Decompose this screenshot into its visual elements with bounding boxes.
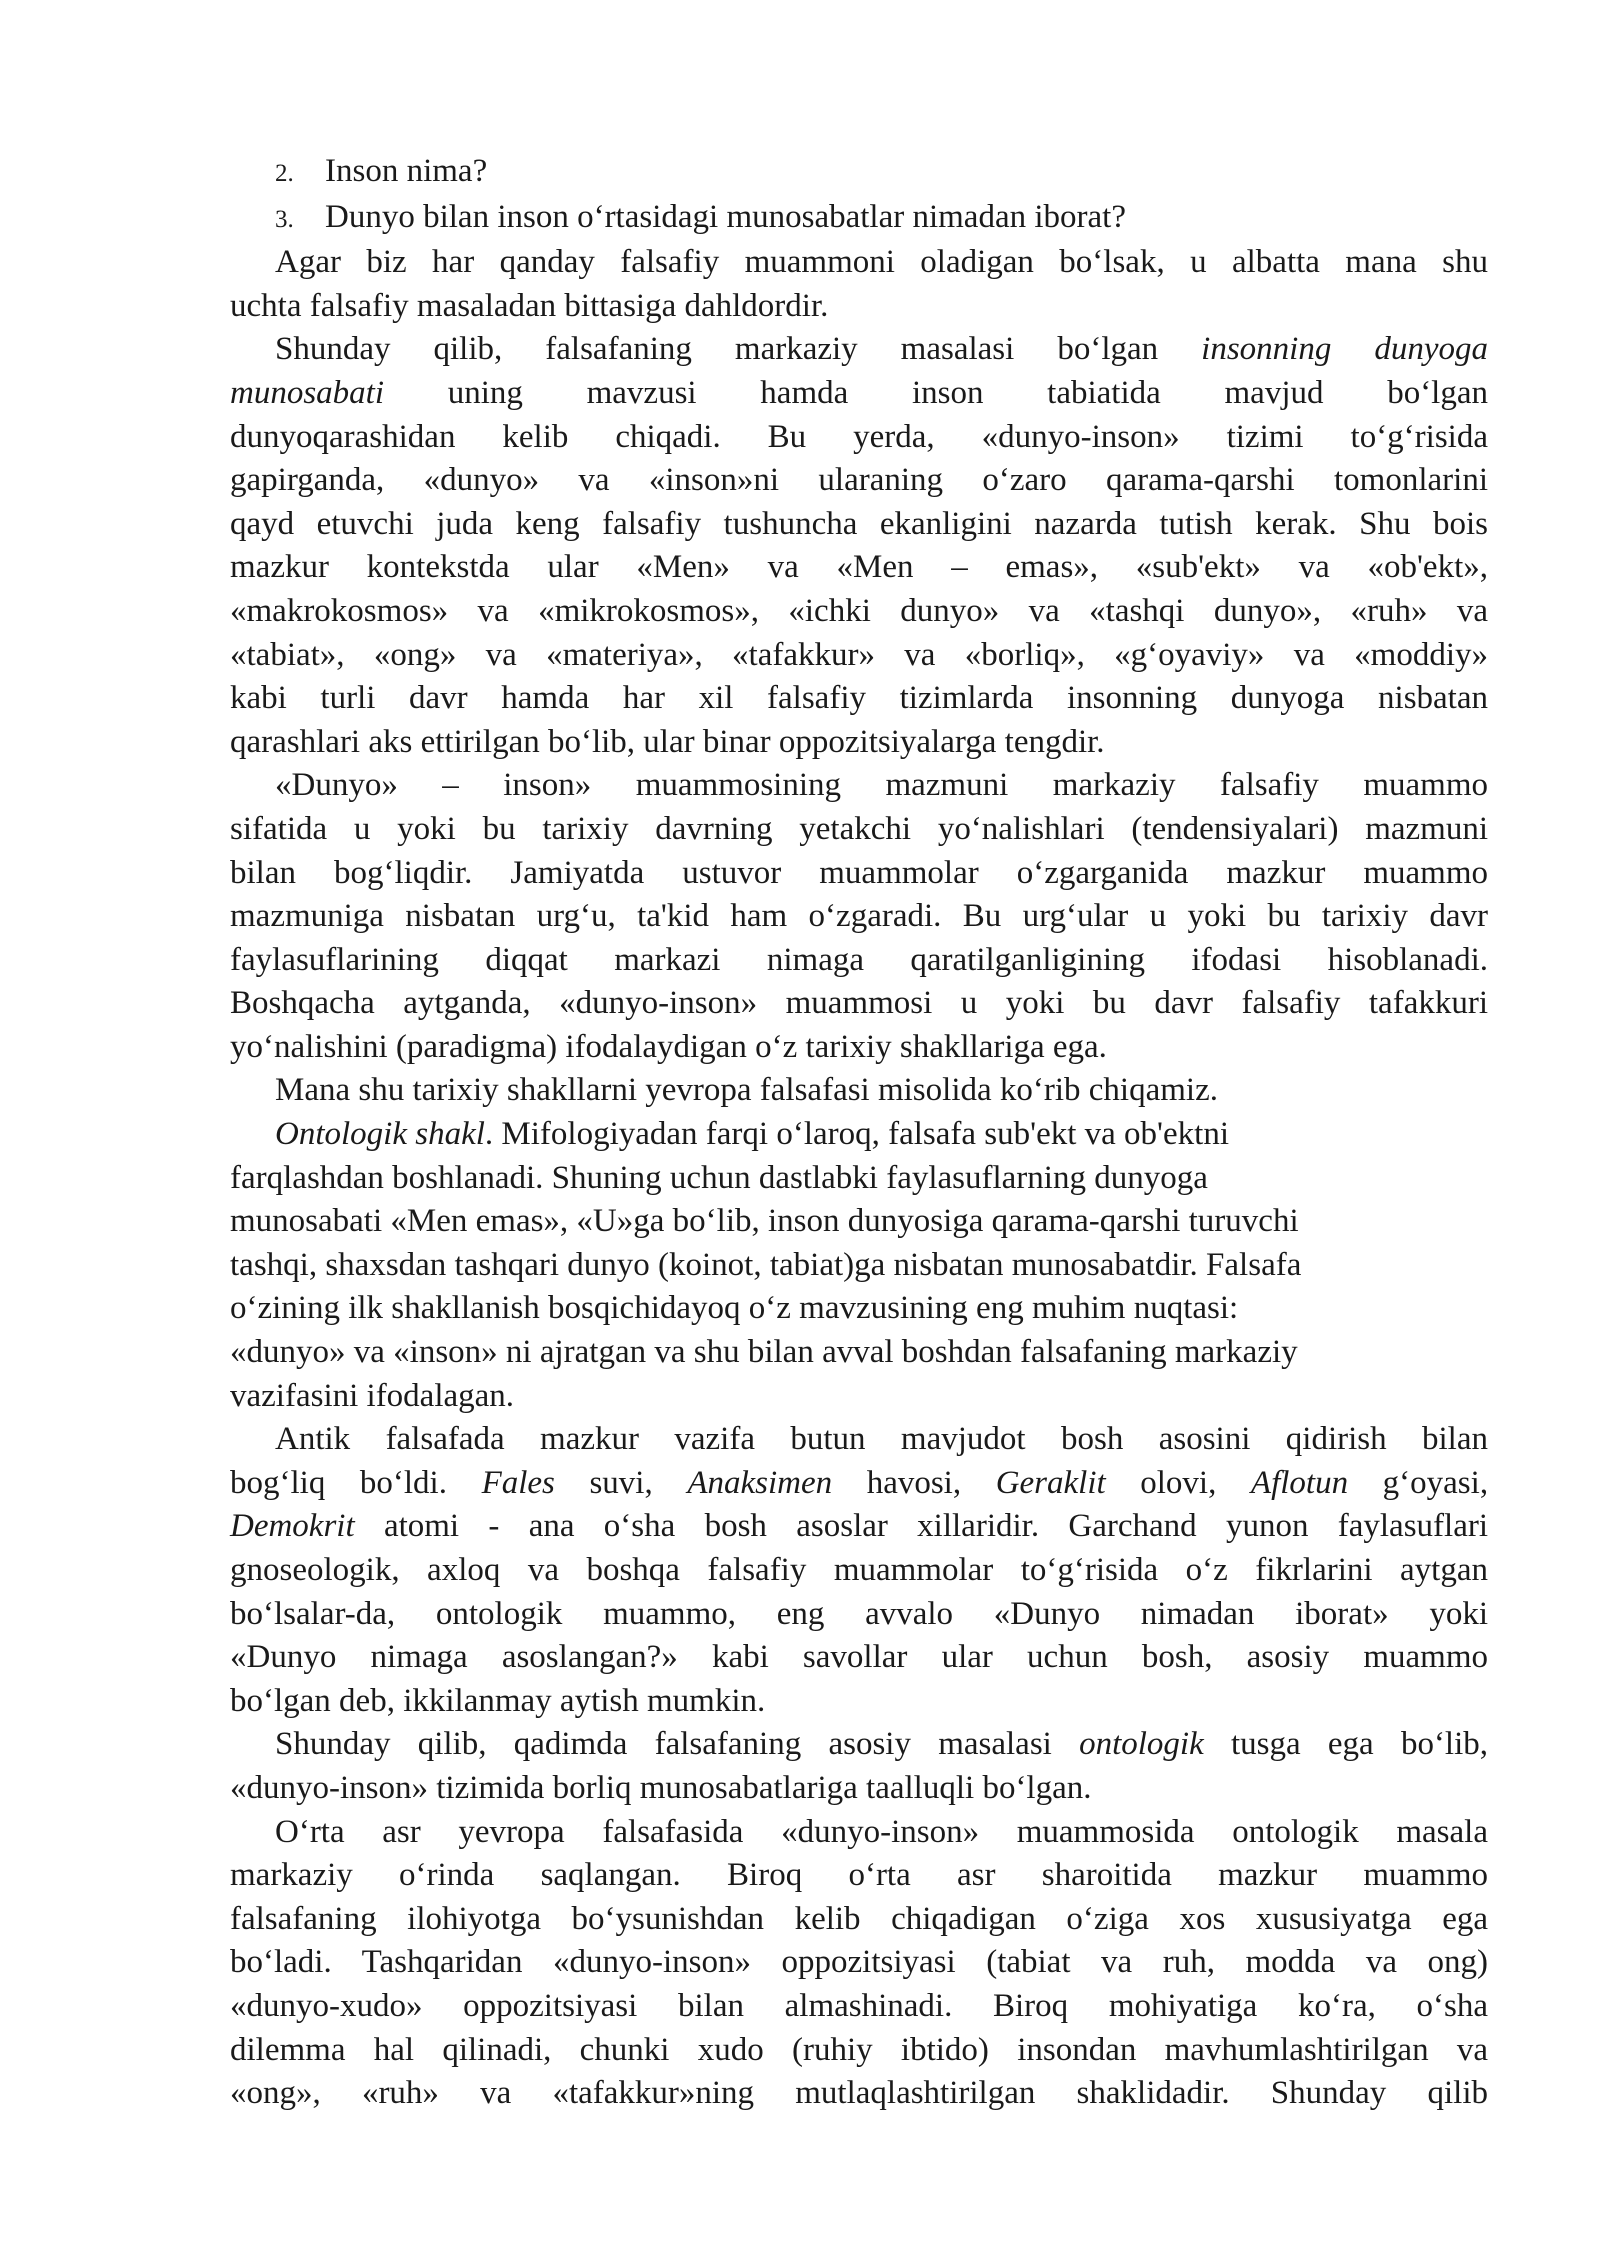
text-line: falsafaning ilohiyotga bo‘ysunishdan kelib chiqadigan o‘ziga xos xususiyatga ega: [230, 1900, 1488, 1937]
text-run: atomi - ana o‘sha bosh asoslar xillaridir. Garchand yunon faylasuflari: [383, 1508, 1489, 1545]
text-run: bog‘liq bo‘ldi.: [230, 1464, 447, 1501]
text-run: Shunday qilib, falsafaning markaziy masalasi bo‘lgan: [275, 331, 1159, 368]
text-line: Mana shu tarixiy shakllarni yevropa falsafasi misolida ko‘rib chiqamiz.: [275, 1072, 1218, 1109]
text-line: bilan bog‘liqdir. Jamiyatda ustuvor muammolar o‘zgarganida mazkur muammo: [230, 854, 1488, 891]
list-number: 2.: [275, 160, 294, 187]
text-line: «Dunyo» – inson» muammosining mazmuni markaziy falsafiy muammo: [275, 767, 1488, 804]
italic-name: Aflotun: [1250, 1464, 1349, 1501]
list-text: Inson nima?: [325, 153, 488, 189]
text-line: O‘rta asr yevropa falsafasida «dunyo-inson» muammosida ontologik masala: [275, 1813, 1488, 1850]
text-line: markaziy o‘rinda saqlangan. Biroq o‘rta asr sharoitida mazkur muammo: [230, 1857, 1488, 1894]
text-line: [230, 1462, 1488, 1506]
paragraph: [230, 1069, 1488, 1113]
text-line: [230, 1505, 1488, 1549]
italic-term: Ontologik shakl: [275, 1116, 485, 1153]
text-line: «makrokosmos» va «mikrokosmos», «ichki dunyo» va «tashqi dunyo», «ruh» va: [230, 592, 1488, 629]
text-line: dunyoqarashidan kelib chiqadi. Bu yerda, «dunyo-inson» tizimi to‘g‘risida: [230, 418, 1488, 455]
italic-term: insonning dunyoga: [1201, 331, 1488, 368]
paragraph: [230, 1723, 1488, 1810]
paragraph: [230, 241, 1488, 328]
text-line: «ong», «ruh» va «tafakkur»ning mutlaqlashtirilgan shaklidadir. Shunday qilib: [230, 2075, 1488, 2112]
text-run: havosi,: [866, 1464, 962, 1501]
text-line: [230, 372, 1488, 416]
paragraph: [230, 1113, 1488, 1418]
italic-name: Demokrit: [230, 1508, 355, 1545]
text-line: farqlashdan boshlanadi. Shuning uchun dastlabki faylasuflarning dunyoga: [230, 1159, 1208, 1196]
text-line: Agar biz har qanday falsafiy muammoni oladigan bo‘lsak, u albatta mana shu: [275, 244, 1488, 281]
italic-term: ontologik: [1079, 1726, 1204, 1763]
text-line: «dunyo» va «inson» ni ajratgan va shu bilan avval boshdan falsafaning markaziy: [230, 1334, 1298, 1371]
document-page: [230, 150, 1488, 2116]
text-line: «Dunyo nimaga asoslangan?» kabi savollar ular uchun bosh, asosiy muammo: [230, 1639, 1488, 1676]
text-line: Antik falsafada mazkur vazifa butun mavjudot bosh asosini qidirish bilan: [275, 1421, 1488, 1458]
text-line: mazmuniga nisbatan urg‘u, ta'kid ham o‘zgaradi. Bu urg‘ular u yoki bu tarixiy davr: [230, 898, 1488, 935]
text-line: gnoseologik, axloq va boshqa falsafiy muammolar to‘g‘risida o‘z fikrlarini aytgan: [230, 1552, 1488, 1588]
text-line: [230, 328, 1488, 372]
text-line: [230, 1113, 1488, 1157]
text-line: o‘zining ilk shakllanish bosqichidayoq o‘z mavzusining eng muhim nuqtasi:: [230, 1290, 1239, 1327]
text-line: «dunyo-xudo» oppozitsiyasi bilan almashinadi. Biroq mohiyatiga ko‘ra, o‘sha: [230, 1987, 1488, 2024]
text-line: [230, 1723, 1488, 1767]
paragraph: [230, 1418, 1488, 1723]
text-line: bo‘lgan deb, ikkilanmay aytish mumkin.: [230, 1682, 766, 1719]
italic-name: Anaksimen: [687, 1464, 833, 1501]
text-line: qayd etuvchi juda keng falsafiy tushuncha ekanligini nazarda tutish kerak. Shu bois: [230, 505, 1488, 542]
paragraph: [230, 1811, 1488, 2116]
text-line: «dunyo-inson» tizimida borliq munosabatlariga taalluqli bo‘lgan.: [230, 1769, 1092, 1806]
paragraph: [230, 764, 1488, 1069]
text-line: bo‘lsalar-da, ontologik muammo, eng avvalo «Dunyo nimadan iborat» yoki: [230, 1595, 1488, 1632]
text-line: uchta falsafiy masaladan bittasiga dahldordir.: [230, 287, 829, 324]
list-number: 3.: [275, 205, 294, 233]
text-line: bo‘ladi. Tashqaridan «dunyo-inson» oppozitsiyasi (tabiat va ruh, modda va ong): [230, 1944, 1488, 1981]
text-line: munosabati «Men emas», «U»ga bo‘lib, inson dunyosiga qarama-qarshi turuvchi: [230, 1203, 1299, 1240]
italic-term: munosabati: [230, 374, 385, 411]
text-line: dilemma hal qilinadi, chunki xudo (ruhiy ibtido) insondan mavhumlashtirilgan va: [230, 2031, 1488, 2068]
text-run: olovi,: [1140, 1464, 1217, 1501]
text-line: yo‘nalishini (paradigma) ifodalaydigan o‘z tarixiy shakllariga ega.: [230, 1028, 1107, 1065]
text-run: tusga ega bo‘lib,: [1231, 1726, 1489, 1763]
text-run: g‘oyasi,: [1382, 1464, 1489, 1501]
text-run: . Mifologiyadan farqi o‘laroq, falsafa sub'ekt va ob'ektni: [484, 1116, 1229, 1153]
text-line: mazkur kontekstda ular «Men» va «Men – emas», «sub'ekt» va «ob'ekt»,: [230, 549, 1488, 586]
list-item: [230, 196, 1488, 242]
text-line: «tabiat», «ong» va «materiya», «tafakkur» va «borliq», «g‘oyaviy» va «moddiy»: [230, 636, 1488, 673]
list-item: [230, 150, 1488, 196]
text-line: sifatida u yoki bu tarixiy davrning yetakchi yo‘nalishlari (tendensiyalari) mazmuni: [230, 810, 1488, 847]
text-line: gapirganda, «dunyo» va «inson»ni ularaning o‘zaro qarama-qarshi tomonlarini: [230, 462, 1488, 499]
list-text: Dunyo bilan inson o‘rtasidagi munosabatlar nimadan iborat?: [325, 198, 1126, 235]
italic-name: Geraklit: [995, 1464, 1106, 1501]
italic-name: Fales: [481, 1464, 555, 1501]
text-line: qarashlari aks ettirilgan bo‘lib, ular binar oppozitsiyalarga tengdir.: [230, 723, 1105, 760]
text-line: tashqi, shaxsdan tashqari dunyo (koinot, tabiat)ga nisbatan munosabatdir. Falsafa: [230, 1246, 1302, 1283]
text-run: uning mavzusi hamda inson tabiatida mavjud bo‘lgan: [447, 374, 1488, 411]
paragraph: [230, 328, 1488, 764]
text-run: Shunday qilib, qadimda falsafaning asosiy masalasi: [275, 1726, 1052, 1763]
text-line: vazifasini ifodalagan.: [230, 1377, 515, 1414]
text-line: Boshqacha aytganda, «dunyo-inson» muammosi u yoki bu davr falsafiy tafakkuri: [230, 985, 1488, 1022]
text-run: suvi,: [589, 1464, 653, 1501]
text-line: faylasuflarining diqqat markazi nimaga qaratilganligining ifodasi hisoblanadi.: [230, 941, 1488, 978]
text-line: kabi turli davr hamda har xil falsafiy tizimlarda insonning dunyoga nisbatan: [230, 680, 1488, 717]
